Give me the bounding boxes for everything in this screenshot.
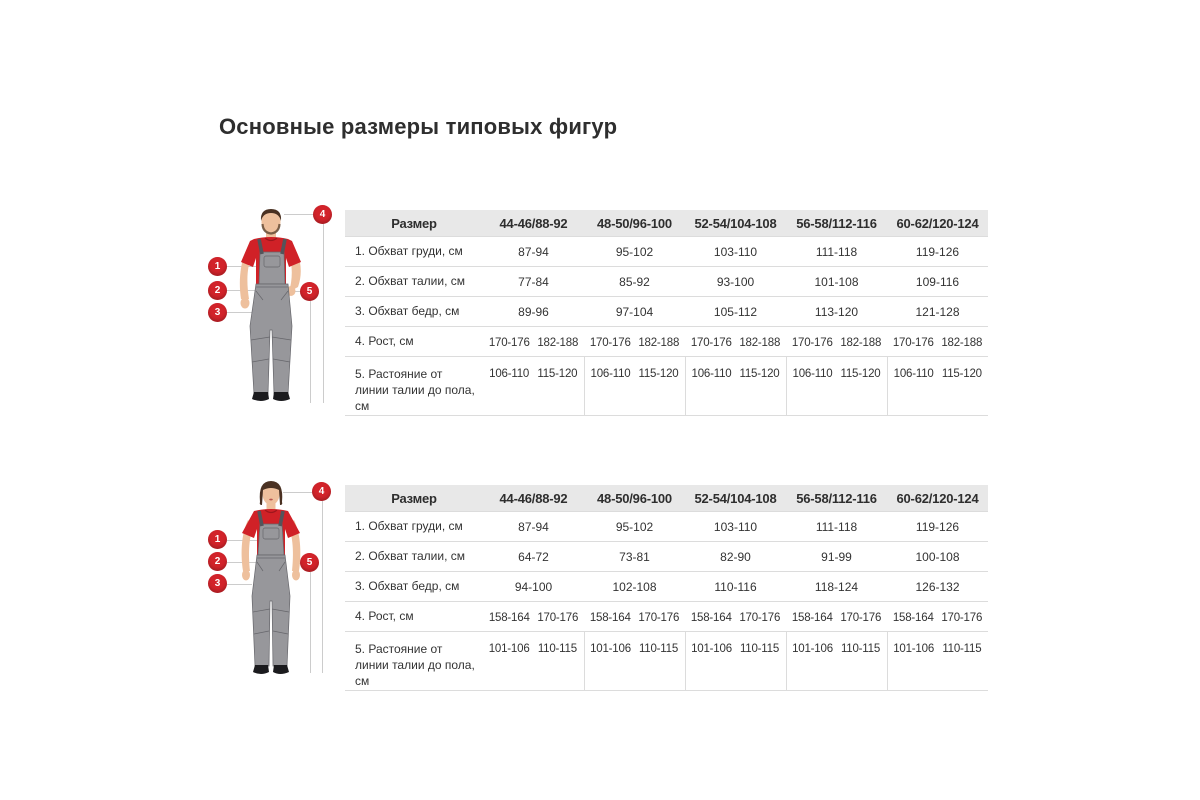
- marker-number: 2: [214, 285, 221, 296]
- row-label: 4. Рост, см: [345, 602, 483, 632]
- size-value: 158-164: [791, 611, 833, 624]
- size-value-cell: 77-84: [483, 267, 584, 297]
- measure-marker-hips: [208, 303, 227, 322]
- column-header: 44-46/88-92: [483, 485, 584, 512]
- measure-marker-waist: [208, 552, 227, 571]
- size-value: 115-120: [739, 368, 780, 380]
- size-value: 110-115: [638, 643, 679, 655]
- women-size-table: [345, 485, 988, 691]
- size-value-cell: [584, 632, 685, 691]
- size-value-cell: [685, 632, 786, 691]
- marker-number: 2: [214, 556, 221, 567]
- size-value-cell: [786, 357, 887, 416]
- size-value: 182-188: [941, 336, 983, 349]
- size-value-cell: 82-90: [685, 542, 786, 572]
- size-value: 158-164: [690, 611, 732, 624]
- marker-number: 3: [214, 307, 221, 318]
- size-value-cell: 119-126: [887, 512, 988, 542]
- size-value-cell: 121-128: [887, 297, 988, 327]
- size-value: 101-106: [792, 643, 833, 655]
- size-value-cell: 97-104: [584, 297, 685, 327]
- female-figure-illustration: [227, 478, 315, 676]
- measure-marker-waist: [208, 281, 227, 300]
- size-value-cell: [483, 602, 584, 632]
- row-label: 5. Растояние от линии талии до пола, см: [345, 632, 483, 691]
- size-value-cell: 64-72: [483, 542, 584, 572]
- column-header: 60-62/120-124: [887, 210, 988, 237]
- size-value-cell: 113-120: [786, 297, 887, 327]
- size-value-cell: [786, 327, 887, 357]
- row-label: 1. Обхват груди, см: [345, 237, 483, 267]
- size-value: 170-176: [589, 336, 631, 349]
- column-header: Размер: [345, 210, 483, 237]
- measure-marker-chest: [208, 530, 227, 549]
- size-value-cell: [483, 357, 584, 416]
- size-value-cell: 95-102: [584, 512, 685, 542]
- women-size-table-container: [345, 485, 988, 691]
- row-label: 2. Обхват талии, см: [345, 542, 483, 572]
- size-value-cell: [887, 602, 988, 632]
- size-value: 106-110: [590, 368, 631, 380]
- size-value: 115-120: [537, 368, 578, 380]
- size-value-cell: [786, 632, 887, 691]
- size-value-cell: 111-118: [786, 237, 887, 267]
- size-value: 101-106: [590, 643, 631, 655]
- column-header: Размер: [345, 485, 483, 512]
- size-value-cell: [887, 632, 988, 691]
- size-value: 110-115: [739, 643, 780, 655]
- measure-marker-chest: [208, 257, 227, 276]
- size-value-cell: 102-108: [584, 572, 685, 602]
- column-header: 52-54/104-108: [685, 210, 786, 237]
- size-value: 170-176: [739, 611, 781, 624]
- size-value: 110-115: [840, 643, 881, 655]
- column-header: 60-62/120-124: [887, 485, 988, 512]
- size-value-cell: 103-110: [685, 512, 786, 542]
- size-value: 101-106: [893, 643, 935, 655]
- size-value-cell: 87-94: [483, 512, 584, 542]
- marker-number: 1: [214, 534, 221, 545]
- size-value: 170-176: [488, 336, 530, 349]
- size-value: 170-176: [791, 336, 833, 349]
- size-value: 106-110: [893, 368, 934, 380]
- size-value: 182-188: [840, 336, 882, 349]
- size-value: 115-120: [941, 368, 982, 380]
- men-size-table-container: [345, 210, 988, 416]
- size-value-cell: 101-108: [786, 267, 887, 297]
- male-figure-illustration: [226, 206, 316, 403]
- size-value: 170-176: [840, 611, 882, 624]
- size-value: 170-176: [638, 611, 680, 624]
- size-value-cell: 111-118: [786, 512, 887, 542]
- marker-number: 3: [214, 578, 221, 589]
- size-value: 158-164: [892, 611, 934, 624]
- column-header: 48-50/96-100: [584, 485, 685, 512]
- measure-marker-waist-to-floor: [300, 553, 319, 572]
- size-value: 158-164: [488, 611, 530, 624]
- men-size-table: [345, 210, 988, 416]
- size-value: 182-188: [537, 336, 579, 349]
- row-label: 3. Обхват бедр, см: [345, 572, 483, 602]
- marker-number: 4: [319, 209, 326, 220]
- size-value-cell: 105-112: [685, 297, 786, 327]
- size-value: 158-164: [589, 611, 631, 624]
- column-header: 56-58/112-116: [786, 210, 887, 237]
- column-header: 48-50/96-100: [584, 210, 685, 237]
- row-label: 4. Рост, см: [345, 327, 483, 357]
- size-value-cell: [685, 602, 786, 632]
- size-value-cell: [584, 327, 685, 357]
- measure-marker-height: [312, 482, 331, 501]
- size-value-cell: [584, 602, 685, 632]
- size-value-cell: [483, 327, 584, 357]
- size-value-cell: 103-110: [685, 237, 786, 267]
- size-value: 170-176: [892, 336, 934, 349]
- size-value-cell: [887, 357, 988, 416]
- column-header: 56-58/112-116: [786, 485, 887, 512]
- size-value-cell: 93-100: [685, 267, 786, 297]
- page-title: Основные размеры типовых фигур: [219, 114, 618, 139]
- size-value: 170-176: [690, 336, 732, 349]
- size-value-cell: 89-96: [483, 297, 584, 327]
- measure-marker-height: [313, 205, 332, 224]
- size-value-cell: 85-92: [584, 267, 685, 297]
- size-value: 170-176: [941, 611, 983, 624]
- size-value: 106-110: [792, 368, 833, 380]
- measure-marker-waist-to-floor: [300, 282, 319, 301]
- size-value: 106-110: [691, 368, 732, 380]
- marker-number: 4: [318, 486, 325, 497]
- size-value-cell: 100-108: [887, 542, 988, 572]
- marker-number: 1: [214, 261, 221, 272]
- size-value-cell: 73-81: [584, 542, 685, 572]
- size-value-cell: 91-99: [786, 542, 887, 572]
- size-value-cell: [584, 357, 685, 416]
- row-label: 5. Растояние от линии талии до пола, см: [345, 357, 483, 416]
- size-value: 170-176: [537, 611, 579, 624]
- size-value-cell: 119-126: [887, 237, 988, 267]
- size-value-cell: [786, 602, 887, 632]
- size-value-cell: 95-102: [584, 237, 685, 267]
- size-value: 110-115: [537, 643, 577, 655]
- size-value-cell: [685, 327, 786, 357]
- size-value: 101-106: [488, 643, 530, 655]
- marker-number: 5: [306, 557, 313, 568]
- size-value: 101-106: [691, 643, 732, 655]
- size-value-cell: [483, 632, 584, 691]
- size-value: 182-188: [739, 336, 781, 349]
- measure-line: [322, 500, 323, 673]
- size-value: 110-115: [942, 643, 982, 655]
- size-value-cell: [887, 327, 988, 357]
- size-value-cell: 87-94: [483, 237, 584, 267]
- size-value-cell: 118-124: [786, 572, 887, 602]
- size-value: 106-110: [489, 368, 530, 380]
- row-label: 3. Обхват бедр, см: [345, 297, 483, 327]
- size-value: 115-120: [638, 368, 679, 380]
- measure-marker-hips: [208, 574, 227, 593]
- row-label: 2. Обхват талии, см: [345, 267, 483, 297]
- column-header: 44-46/88-92: [483, 210, 584, 237]
- measure-line: [323, 222, 324, 403]
- column-header: 52-54/104-108: [685, 485, 786, 512]
- size-value-cell: [685, 357, 786, 416]
- size-value-cell: 94-100: [483, 572, 584, 602]
- size-value: 182-188: [638, 336, 680, 349]
- size-value-cell: 110-116: [685, 572, 786, 602]
- size-value-cell: 126-132: [887, 572, 988, 602]
- size-value-cell: 109-116: [887, 267, 988, 297]
- size-value: 115-120: [840, 368, 881, 380]
- row-label: 1. Обхват груди, см: [345, 512, 483, 542]
- marker-number: 5: [306, 286, 313, 297]
